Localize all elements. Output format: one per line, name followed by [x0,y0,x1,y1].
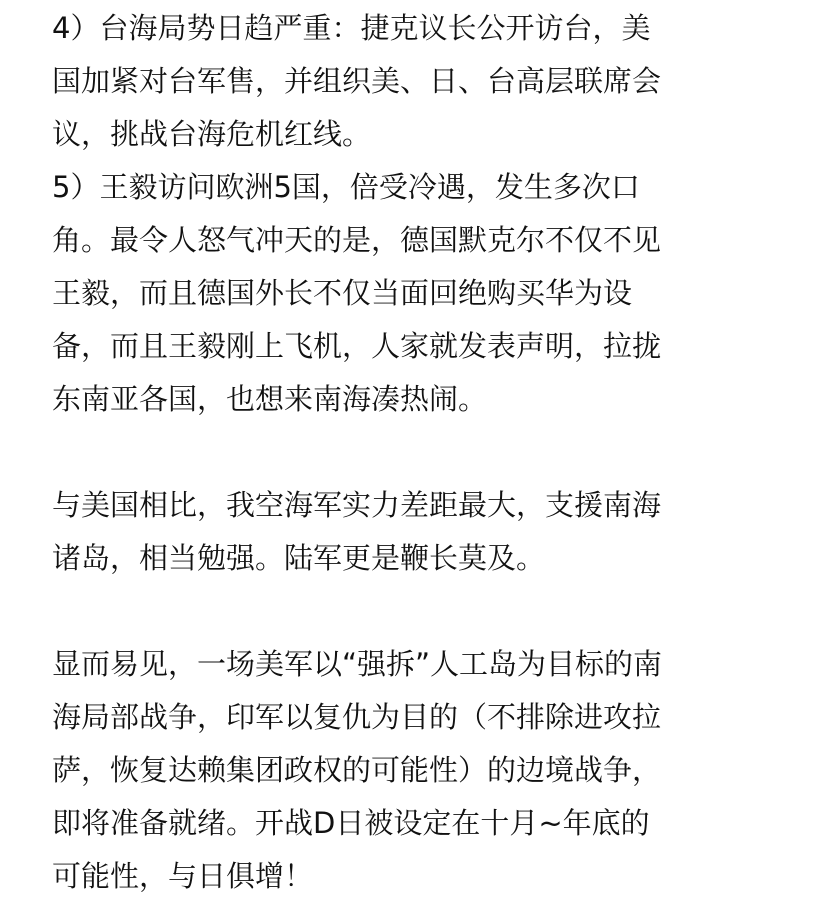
text-line: 国加紧对台军售，并组织美、日、台高层联席会 [52,64,662,98]
text-line: 角。最令人怒气冲天的是，德国默克尔不仅不见 [52,223,662,257]
text-line: 海局部战争，印军以复仇为目的（不排除进攻拉 [52,700,662,734]
text-line: 备，而且王毅刚上飞机，人家就发表声明，拉拢 [52,329,662,363]
text-line: 4）台海局势日趋严重：捷克议长公开访台，美 [52,11,651,45]
paragraph-military-comparison [52,479,788,585]
paragraph-spacer [52,585,788,638]
article-body [52,0,788,903]
text-line: 议，挑战台海危机红线。 [52,117,372,151]
text-line: 王毅，而且德国外长不仅当面回绝购买华为设 [52,276,633,310]
paragraph-spacer [52,426,788,479]
paragraph-taiwan-strait [52,2,788,161]
text-line: 与美国相比，我空海军实力差距最大，支援南海 [52,488,662,522]
text-line: 可能性，与日俱增！ [52,859,314,893]
text-line: 萨，恢复达赖集团政权的可能性）的边境战争， [52,753,662,787]
text-line: 显而易见，一场美军以“强拆”人工岛为目标的南 [52,647,663,681]
paragraph-wang-yi-europe [52,161,788,426]
text-line: 东南亚各国，也想来南海凑热闹。 [52,382,488,416]
text-line: 诸岛，相当勉强。陆军更是鞭长莫及。 [52,541,546,575]
text-line: 5）王毅访问欧洲5国，倍受冷遇，发生多次口 [52,170,640,204]
text-line: 即将准备就绪。开战D日被设定在十月~年底的 [52,806,650,840]
paragraph-conclusion [52,638,788,903]
